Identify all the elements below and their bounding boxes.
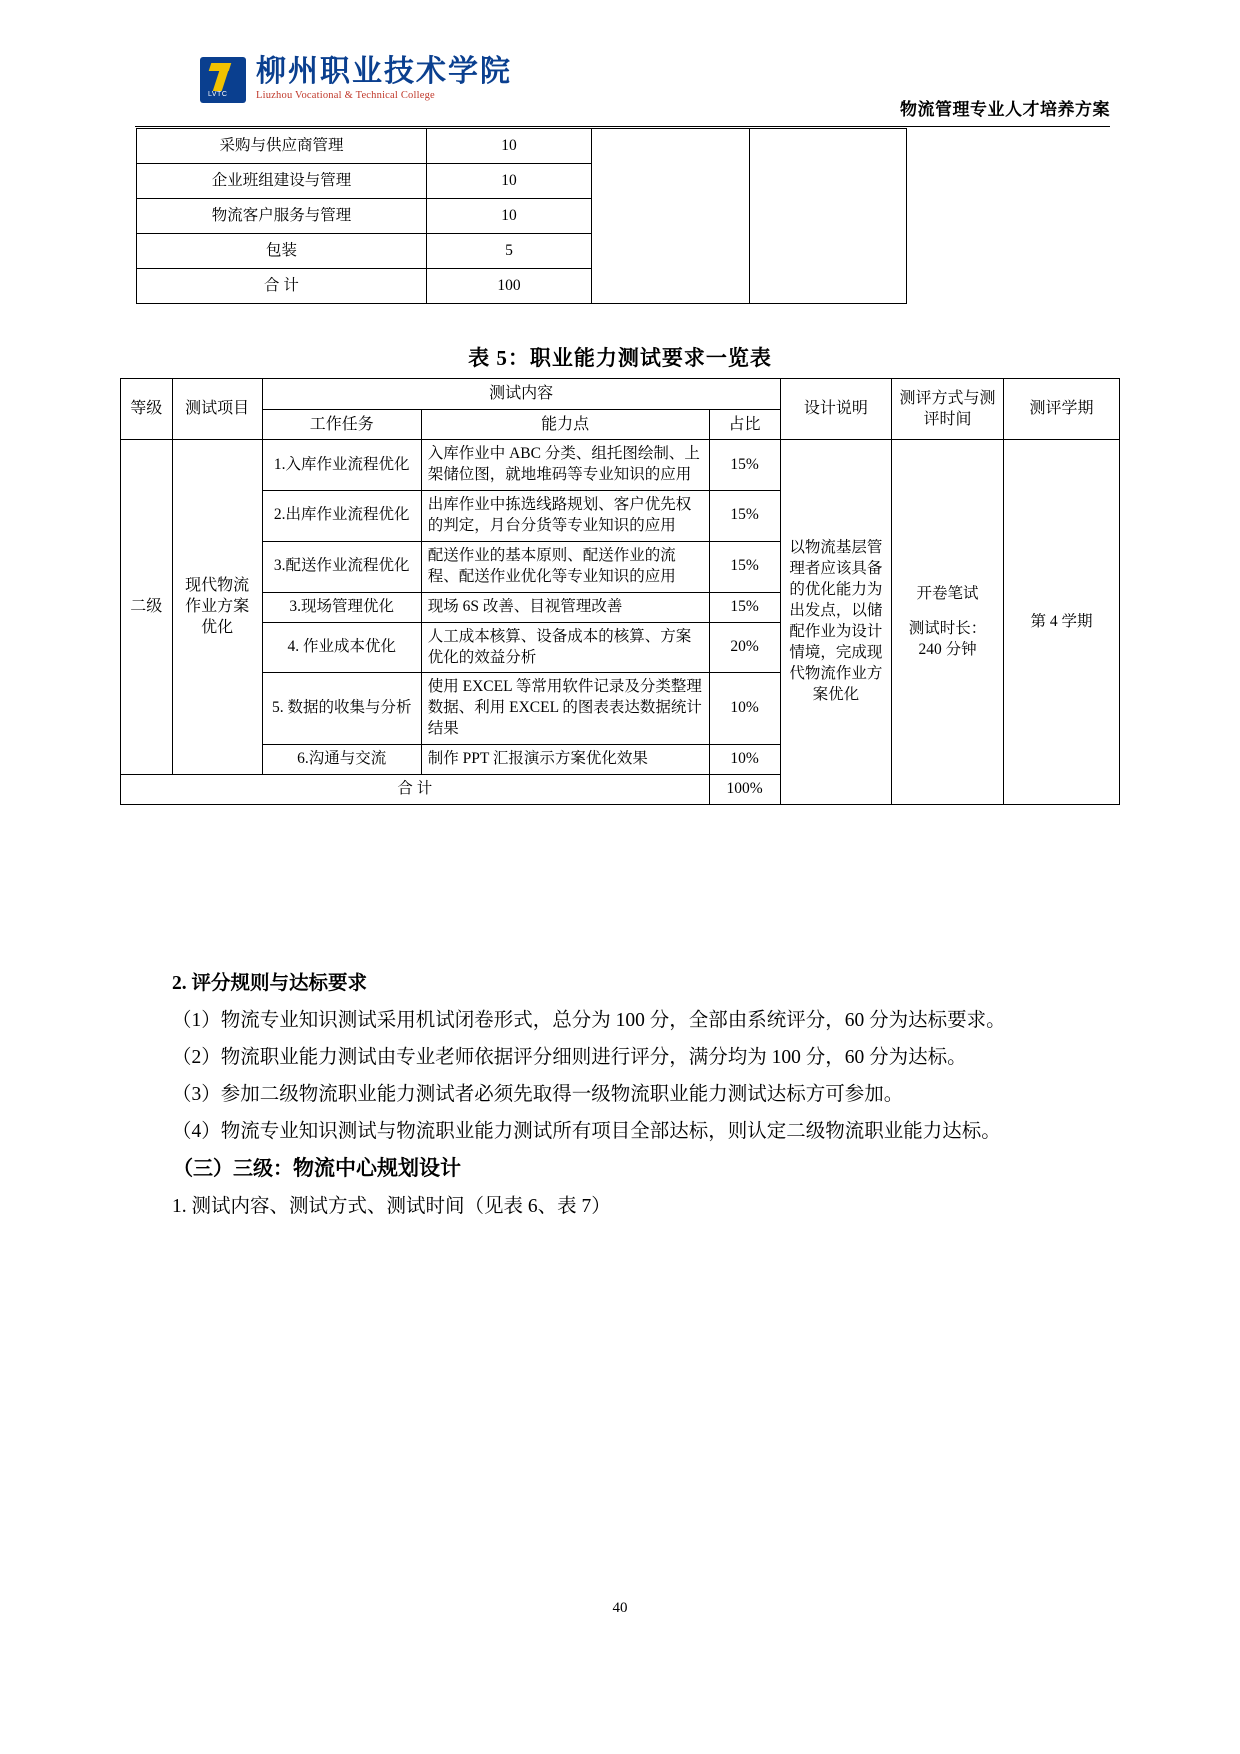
course-score: 5: [427, 234, 592, 269]
header-level: 等级: [121, 379, 173, 440]
header-ability: 能力点: [421, 409, 709, 440]
logo-icon: [200, 57, 246, 103]
task-cell: 1.入库作业流程优化: [262, 440, 421, 491]
task-cell: 3.配送作业流程优化: [262, 541, 421, 592]
header-title: 物流管理专业人才培养方案: [900, 100, 1110, 119]
course-total-label: 合 计: [137, 269, 427, 304]
empty-cell-c: [907, 129, 1111, 304]
course-name: 采购与供应商管理: [137, 129, 427, 164]
ratio-cell: 20%: [709, 622, 780, 673]
course-name: 企业班组建设与管理: [137, 164, 427, 199]
header-design: 设计说明: [780, 379, 892, 440]
course-score: 10: [427, 129, 592, 164]
header-content: 测试内容: [262, 379, 780, 410]
body-text: [133, 965, 1108, 1225]
ability-cell: 使用 EXCEL 等常用软件记录及分类整理数据、利用 EXCEL 的图表表达数据统计结果: [421, 673, 709, 745]
table-row: [121, 440, 1120, 491]
total-label: 合 计: [121, 775, 710, 805]
college-logo: [200, 55, 512, 103]
logo-name-cn: 柳州职业技术学院: [256, 54, 512, 89]
logo-abbr: LVTC: [208, 91, 228, 98]
empty-cell-a: [592, 129, 750, 304]
section-3-heading: [133, 1150, 1108, 1188]
rule-paragraph-4: （4）物流专业知识测试与物流职业能力测试所有项目全部达标，则认定二级物流职业能力达标。: [172, 1121, 1001, 1142]
course-name: 包装: [137, 234, 427, 269]
ability-cell: 出库作业中拣选线路规划、客户优先权的判定，月台分货等专业知识的应用: [421, 491, 709, 542]
term-value: 第 4 学期: [1003, 440, 1119, 805]
table-row: [137, 129, 1111, 164]
course-total-score: 100: [427, 269, 592, 304]
method-spacer: [898, 605, 997, 619]
page-header: [135, 55, 1110, 123]
header-method: 测评方式与测评时间: [892, 379, 1004, 440]
level-value: 二级: [121, 440, 173, 775]
header-project: 测试项目: [172, 379, 262, 440]
task-cell: 3.现场管理优化: [262, 592, 421, 622]
task-cell: 5. 数据的收集与分析: [262, 673, 421, 745]
header-ratio: 占比: [709, 409, 780, 440]
method-line-2: 测试时长：240 分钟: [908, 619, 987, 658]
header-divider: [135, 126, 1110, 127]
project-value: 现代物流作业方案优化: [172, 440, 262, 775]
design-value: 以物流基层管理者应该具备的优化能力为出发点，以储配作业为设计情境，完成现代物流作业方案优化: [780, 440, 892, 805]
ability-cell: 人工成本核算、设备成本的核算、方案优化的效益分析: [421, 622, 709, 673]
section-3-title: 物流中心规划设计: [293, 1156, 461, 1180]
task-cell: 2.出库作业流程优化: [262, 491, 421, 542]
ability-cell: 现场 6S 改善、目视管理改善: [421, 592, 709, 622]
section-3-prefix: （三）三级：: [173, 1158, 293, 1180]
logo-text: [256, 55, 512, 103]
rule-paragraph-3: （3）参加二级物流职业能力测试者必须先取得一级物流职业能力测试达标方可参加。: [172, 1084, 904, 1105]
ratio-cell: 15%: [709, 491, 780, 542]
section-3-paragraph: 1. 测试内容、测试方式、测试时间（见表 6、表 7）: [172, 1196, 611, 1217]
ratio-cell: 10%: [709, 673, 780, 745]
method-line-1: 开卷笔试: [916, 584, 979, 602]
rule-paragraph-2: （2）物流职业能力测试由专业老师依据评分细则进行评分，满分均为 100 分，60 分为达标。: [172, 1047, 967, 1068]
course-score: 10: [427, 199, 592, 234]
ability-cell: 制作 PPT 汇报演示方案优化效果: [421, 745, 709, 775]
ability-cell: 配送作业的基本原则、配送作业的流程、配送作业优化等专业知识的应用: [421, 541, 709, 592]
page-number: 40: [612, 1600, 628, 1616]
course-name: 物流客户服务与管理: [137, 199, 427, 234]
ratio-cell: 15%: [709, 592, 780, 622]
ratio-cell: 15%: [709, 541, 780, 592]
total-ratio: 100%: [709, 775, 780, 805]
ability-cell: 入库作业中 ABC 分类、组托图绘制、上架储位图，就地堆码等专业知识的应用: [421, 440, 709, 491]
rule-paragraph-1: （1）物流专业知识测试采用机试闭卷形式，总分为 100 分，全部由系统评分，60 分为达标要求。: [172, 1010, 1006, 1031]
table5-header-row-1: [121, 379, 1120, 410]
method-value: [892, 440, 1004, 805]
task-cell: 6.沟通与交流: [262, 745, 421, 775]
header-task: 工作任务: [262, 409, 421, 440]
table5-ability-test: [120, 378, 1120, 805]
continued-score-table: [136, 128, 1111, 304]
ratio-cell: 10%: [709, 745, 780, 775]
header-term: 测评学期: [1003, 379, 1119, 440]
table5-caption: 表 5：职业能力测试要求一览表: [468, 346, 772, 370]
logo-name-en: Liuzhou Vocational & Technical College: [256, 90, 435, 101]
course-score: 10: [427, 164, 592, 199]
task-cell: 4. 作业成本优化: [262, 622, 421, 673]
ratio-cell: 15%: [709, 440, 780, 491]
empty-cell-b: [750, 129, 907, 304]
section-2-title: 2. 评分规则与达标要求: [172, 973, 368, 994]
